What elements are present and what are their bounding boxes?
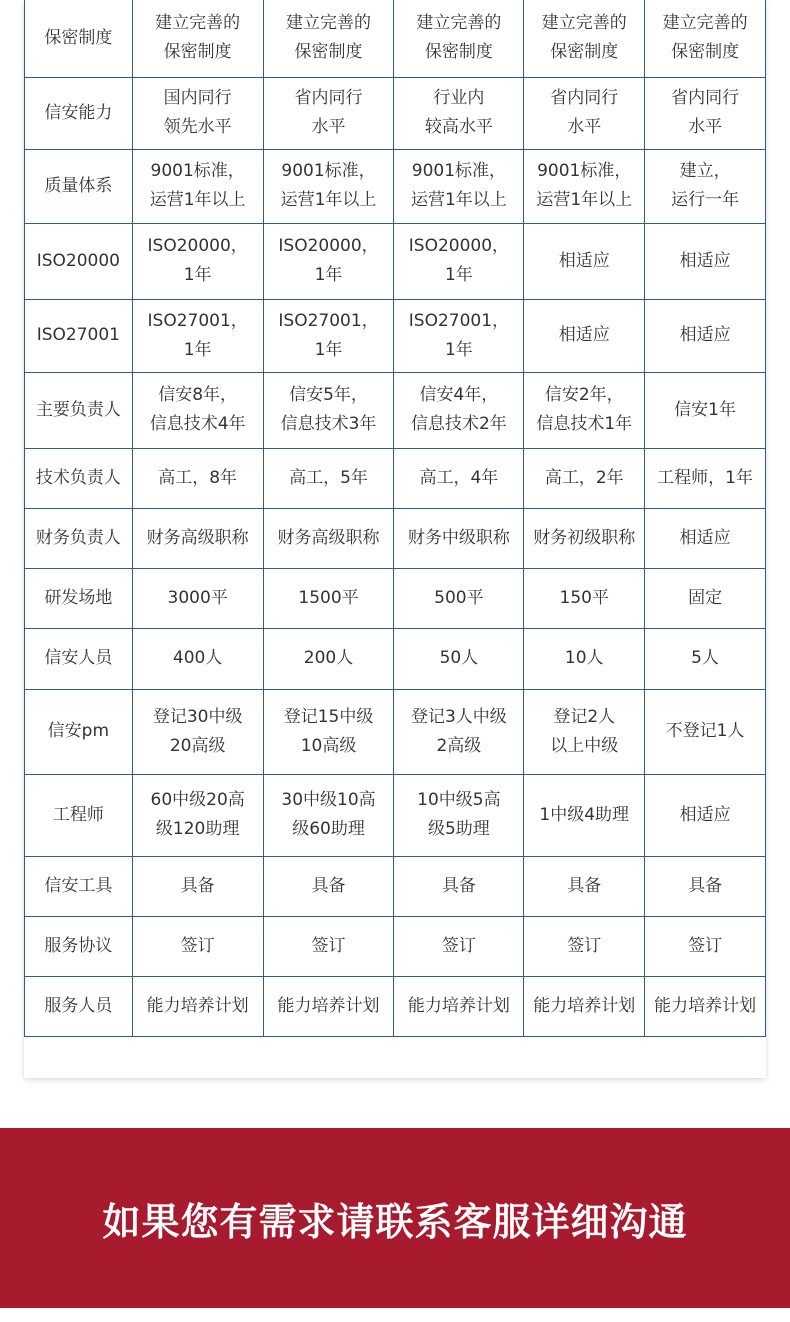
table-row bbox=[25, 448, 766, 508]
row-label: 财务负责人 bbox=[25, 508, 133, 568]
table-cell: ISO27001， 1年 bbox=[132, 299, 263, 372]
table-cell: 签订 bbox=[394, 916, 524, 976]
table-row bbox=[25, 774, 766, 856]
table-row bbox=[25, 299, 766, 372]
row-label: 信安pm bbox=[25, 689, 133, 774]
table-cell: 行业内 较高水平 bbox=[394, 77, 524, 149]
table-cell: ISO27001， 1年 bbox=[394, 299, 524, 372]
table-cell: 信安2年， 信息技术1年 bbox=[524, 372, 645, 448]
row-label: 质量体系 bbox=[25, 149, 133, 223]
table-cell: 9001标准， 运营1年以上 bbox=[263, 149, 394, 223]
table-cell: 信安1年 bbox=[645, 372, 766, 448]
table-row bbox=[25, 508, 766, 568]
table-cell: 财务中级职称 bbox=[394, 508, 524, 568]
table-cell: 财务初级职称 bbox=[524, 508, 645, 568]
table-cell: 签订 bbox=[132, 916, 263, 976]
table-cell: 信安5年， 信息技术3年 bbox=[263, 372, 394, 448]
table-cell: 400人 bbox=[132, 628, 263, 689]
table-cell: 10人 bbox=[524, 628, 645, 689]
table-cell: 高工，8年 bbox=[132, 448, 263, 508]
table-cell: 3000平 bbox=[132, 568, 263, 628]
row-label: 服务人员 bbox=[25, 976, 133, 1036]
qualification-table bbox=[24, 0, 766, 1036]
table-cell: 10中级5高 级5助理 bbox=[394, 774, 524, 856]
row-label: 研发场地 bbox=[25, 568, 133, 628]
table-cell: 相适应 bbox=[524, 223, 645, 299]
table-cell: 省内同行 水平 bbox=[645, 77, 766, 149]
table-cell: 150平 bbox=[524, 568, 645, 628]
table-cell: 具备 bbox=[645, 856, 766, 916]
table-row bbox=[25, 77, 766, 149]
table-cell: 财务高级职称 bbox=[132, 508, 263, 568]
table-cell: ISO20000， 1年 bbox=[263, 223, 394, 299]
row-label: ISO20000 bbox=[25, 223, 133, 299]
table-cell: 省内同行 水平 bbox=[524, 77, 645, 149]
table-cell: 500平 bbox=[394, 568, 524, 628]
table-cell: 50人 bbox=[394, 628, 524, 689]
table-row bbox=[25, 856, 766, 916]
table-cell: 信安8年， 信息技术4年 bbox=[132, 372, 263, 448]
table-cell: 建立完善的 保密制度 bbox=[132, 0, 263, 77]
table-row bbox=[25, 916, 766, 976]
table-cell: 1500平 bbox=[263, 568, 394, 628]
row-label: 保密制度 bbox=[25, 0, 133, 77]
table-row bbox=[25, 689, 766, 774]
table-cell: 9001标准， 运营1年以上 bbox=[524, 149, 645, 223]
table-cell: ISO20000， 1年 bbox=[132, 223, 263, 299]
contact-banner bbox=[0, 1128, 790, 1308]
table-cell: 相适应 bbox=[645, 223, 766, 299]
row-label: 信安人员 bbox=[25, 628, 133, 689]
table-cell: 能力培养计划 bbox=[645, 976, 766, 1036]
table-cell: 登记2人 以上中级 bbox=[524, 689, 645, 774]
row-label: ISO27001 bbox=[25, 299, 133, 372]
table-cell: 签订 bbox=[645, 916, 766, 976]
table-cell: 固定 bbox=[645, 568, 766, 628]
row-label: 技术负责人 bbox=[25, 448, 133, 508]
table-row bbox=[25, 149, 766, 223]
table-cell: 具备 bbox=[524, 856, 645, 916]
table-cell: 登记15中级 10高级 bbox=[263, 689, 394, 774]
table-cell: 登记30中级 20高级 bbox=[132, 689, 263, 774]
table-cell: 不登记1人 bbox=[645, 689, 766, 774]
table-cell: 能力培养计划 bbox=[132, 976, 263, 1036]
table-cell: 高工，5年 bbox=[263, 448, 394, 508]
table-cell: 信安4年， 信息技术2年 bbox=[394, 372, 524, 448]
table-cell: 能力培养计划 bbox=[524, 976, 645, 1036]
table-cell: 建立， 运行一年 bbox=[645, 149, 766, 223]
table-cell: 高工，4年 bbox=[394, 448, 524, 508]
table-cell: ISO27001， 1年 bbox=[263, 299, 394, 372]
table-cell: 建立完善的 保密制度 bbox=[263, 0, 394, 77]
banner-text: 如果您有需求请联系客服详细沟通 bbox=[102, 1199, 688, 1244]
table-row bbox=[25, 0, 766, 77]
table-cell: 能力培养计划 bbox=[263, 976, 394, 1036]
table-cell: 相适应 bbox=[645, 508, 766, 568]
table-cell: 相适应 bbox=[645, 299, 766, 372]
row-label: 信安能力 bbox=[25, 77, 133, 149]
table-cell: 具备 bbox=[263, 856, 394, 916]
table-row bbox=[25, 372, 766, 448]
table-row bbox=[25, 568, 766, 628]
table-cell: 建立完善的 保密制度 bbox=[524, 0, 645, 77]
table-cell: 9001标准， 运营1年以上 bbox=[394, 149, 524, 223]
table-cell: 登记3人中级 2高级 bbox=[394, 689, 524, 774]
row-label: 工程师 bbox=[25, 774, 133, 856]
table-cell: 建立完善的 保密制度 bbox=[645, 0, 766, 77]
table-row bbox=[25, 976, 766, 1036]
table-cell: ISO20000， 1年 bbox=[394, 223, 524, 299]
table-cell: 财务高级职称 bbox=[263, 508, 394, 568]
table-row bbox=[25, 223, 766, 299]
table-cell: 相适应 bbox=[524, 299, 645, 372]
row-label: 服务协议 bbox=[25, 916, 133, 976]
table-cell: 5人 bbox=[645, 628, 766, 689]
table-cell: 1中级4助理 bbox=[524, 774, 645, 856]
table-cell: 工程师，1年 bbox=[645, 448, 766, 508]
table-cell: 能力培养计划 bbox=[394, 976, 524, 1036]
table-cell: 签订 bbox=[263, 916, 394, 976]
table-cell: 具备 bbox=[132, 856, 263, 916]
table-cell: 建立完善的 保密制度 bbox=[394, 0, 524, 77]
table-cell: 具备 bbox=[394, 856, 524, 916]
table-cell: 签订 bbox=[524, 916, 645, 976]
table-cell: 省内同行 水平 bbox=[263, 77, 394, 149]
table-cell: 9001标准， 运营1年以上 bbox=[132, 149, 263, 223]
table-row bbox=[25, 628, 766, 689]
table-cell: 国内同行 领先水平 bbox=[132, 77, 263, 149]
row-label: 信安工具 bbox=[25, 856, 133, 916]
table-cell: 200人 bbox=[263, 628, 394, 689]
table-cell: 相适应 bbox=[645, 774, 766, 856]
table-cell: 高工，2年 bbox=[524, 448, 645, 508]
table-cell: 30中级10高 级60助理 bbox=[263, 774, 394, 856]
row-label: 主要负责人 bbox=[25, 372, 133, 448]
table-cell: 60中级20高 级120助理 bbox=[132, 774, 263, 856]
